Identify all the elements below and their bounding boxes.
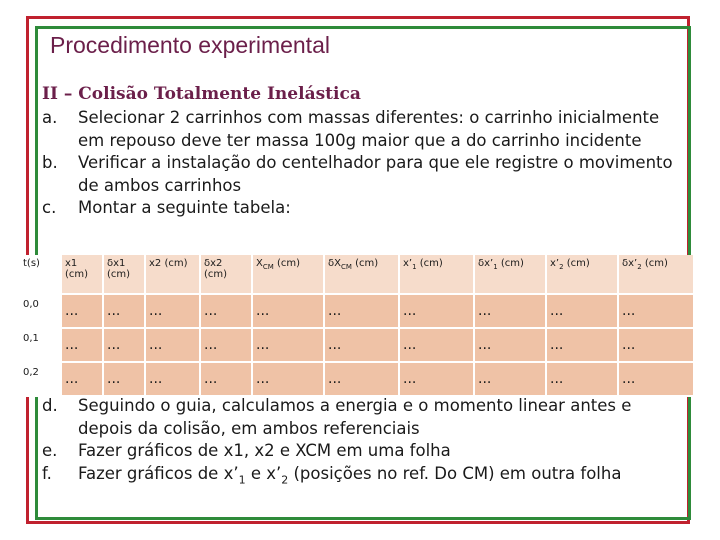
table-cell: ... bbox=[201, 295, 253, 329]
table-cell: ... bbox=[547, 329, 619, 363]
table-cell: ... bbox=[400, 329, 475, 363]
table-header-row bbox=[20, 255, 695, 295]
table-cell: ... bbox=[146, 329, 201, 363]
table-cell: ... bbox=[62, 329, 104, 363]
item-text: Fazer gráficos de $x’_1$ e $x’_2$ (posições no ref. Do CM) em outra folha bbox=[78, 463, 622, 486]
table-cell: ... bbox=[547, 363, 619, 397]
item-text: Verificar a instalação do centelhador para que ele registre o movimento de ambos carrinhos bbox=[78, 153, 673, 195]
list-item bbox=[42, 440, 690, 463]
cell-time: 0,0 bbox=[20, 295, 62, 329]
header-xcm: $X_{CM}$ (cm) bbox=[253, 255, 325, 295]
header-x2-cm: $x’_2$ (cm) bbox=[547, 255, 619, 295]
list-item bbox=[42, 152, 678, 197]
table-cell: ... bbox=[104, 295, 146, 329]
list-item bbox=[42, 107, 678, 152]
table-cell: ... bbox=[325, 295, 400, 329]
item-text: Selecionar 2 carrinhos com massas diferentes: o carrinho inicialmente em repouso deve ter massa 100g maior que a do carrinho incidente bbox=[78, 108, 660, 150]
header-dxcm: $\delta X_{CM}$ (cm) bbox=[325, 255, 400, 295]
table-cell: ... bbox=[146, 363, 201, 397]
table-row bbox=[20, 329, 695, 363]
header-dx2: δx2 (cm) bbox=[201, 255, 253, 295]
header-dx1-cm: $\delta x’_1$ (cm) bbox=[475, 255, 547, 295]
cell-time: 0,1 bbox=[20, 329, 62, 363]
table-cell: ... bbox=[146, 295, 201, 329]
header-x1: x1 (cm) bbox=[62, 255, 104, 295]
item-text: Fazer gráficos de x1, x2 e XCM em uma folha bbox=[78, 441, 451, 460]
steps-list-bottom bbox=[42, 395, 690, 491]
item-marker: d. bbox=[42, 396, 58, 415]
item-marker: c. bbox=[42, 198, 57, 217]
item-marker: a. bbox=[42, 108, 58, 127]
table-cell: ... bbox=[400, 363, 475, 397]
table-cell: ... bbox=[62, 295, 104, 329]
cell-time: 0,2 bbox=[20, 363, 62, 397]
table-cell: ... bbox=[253, 295, 325, 329]
table-cell: ... bbox=[475, 363, 547, 397]
steps-list-top bbox=[42, 107, 678, 220]
header-x1-cm: $x’_1$ (cm) bbox=[400, 255, 475, 295]
list-item bbox=[42, 395, 690, 440]
table-cell: ... bbox=[104, 363, 146, 397]
item-text: Montar a seguinte tabela: bbox=[78, 198, 291, 217]
slide-title: Procedimento experimental bbox=[50, 32, 330, 58]
table-cell: ... bbox=[547, 295, 619, 329]
data-table bbox=[20, 255, 695, 397]
table-cell: ... bbox=[325, 363, 400, 397]
table-cell: ... bbox=[619, 363, 695, 397]
section-heading: II – Colisão Totalmente Inelástica bbox=[42, 84, 361, 104]
table-cell: ... bbox=[619, 329, 695, 363]
table-cell: ... bbox=[62, 363, 104, 397]
header-x2: x2 (cm) bbox=[146, 255, 201, 295]
header-dx2-cm: $\delta x’_2$ (cm) bbox=[619, 255, 695, 295]
table-row bbox=[20, 295, 695, 329]
header-t: t(s) bbox=[20, 255, 62, 295]
item-marker: f. bbox=[42, 463, 52, 483]
list-item bbox=[42, 463, 690, 492]
list-item bbox=[42, 197, 678, 220]
table-cell: ... bbox=[325, 329, 400, 363]
table-cell: ... bbox=[201, 329, 253, 363]
table-cell: ... bbox=[619, 295, 695, 329]
table-cell: ... bbox=[475, 295, 547, 329]
item-marker: e. bbox=[42, 441, 58, 460]
table-row bbox=[20, 363, 695, 397]
table-cell: ... bbox=[400, 295, 475, 329]
table-cell: ... bbox=[475, 329, 547, 363]
header-dx1: δx1 (cm) bbox=[104, 255, 146, 295]
table-cell: ... bbox=[104, 329, 146, 363]
item-marker: b. bbox=[42, 153, 58, 172]
table-cell: ... bbox=[253, 363, 325, 397]
item-text: Seguindo o guia, calculamos a energia e o momento linear antes e depois da colisão, em ambos referenciais bbox=[78, 396, 632, 438]
table-cell: ... bbox=[201, 363, 253, 397]
table-cell: ... bbox=[253, 329, 325, 363]
